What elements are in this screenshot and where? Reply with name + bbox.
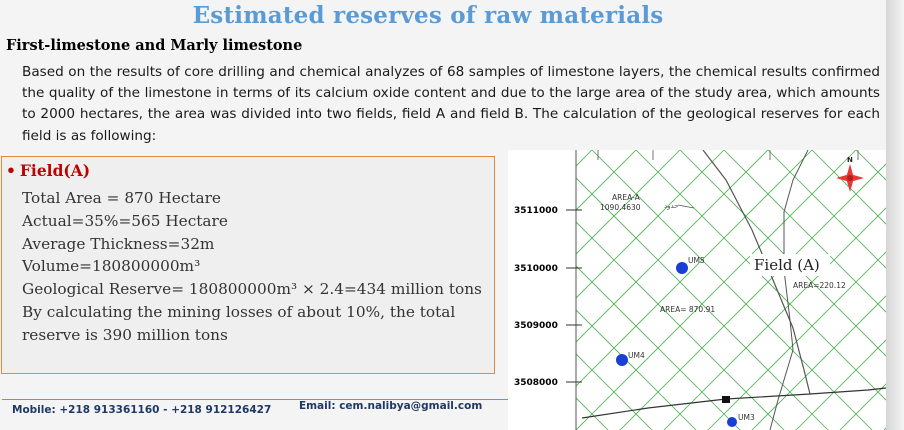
field-a-details: [22, 187, 492, 347]
actual-area-line: Actual=35%=565 Hectare: [22, 211, 228, 230]
point-um5: [676, 262, 688, 274]
section-subtitle: First-limestone and Marly limestone: [6, 37, 303, 54]
footer-email: Email: cem.nalibya@gmail.com: [298, 400, 483, 412]
y-label-3508000: 3508000: [514, 378, 558, 388]
footer: [12, 400, 483, 416]
area-a-value: 1090.4630: [600, 203, 641, 212]
marker-square: [722, 396, 730, 403]
area-a-note: حدود: [664, 202, 679, 210]
point-um3: [727, 417, 737, 427]
field-a-title: Field(A): [19, 161, 91, 180]
north-label: N: [847, 156, 853, 164]
total-area-line: Total Area = 870 Hectare: [22, 189, 221, 207]
slide-edge-shadow: [886, 0, 904, 430]
field-a-heading: [6, 161, 90, 180]
y-label-3509000: 3509000: [514, 321, 558, 331]
point-um3-label: UM3: [738, 413, 755, 422]
intro-paragraph: Based on the results of core drilling and chemical analyzes of 68 samples of limestone layers, the chemical results confirmed the quality of the limestone in terms of its calcium oxide content and due to the large area of the study area, which amounts to 2000 hectares, the area was divided into two fields, field A and field B. The calculation of the geological reserves for each field is as following:: [22, 64, 880, 144]
volume-line: Volume=180800000m³: [22, 257, 201, 276]
y-label-3511000: 3511000: [514, 206, 558, 216]
area-mid-label: AREA= 870.91: [660, 305, 716, 314]
map-svg: [508, 150, 886, 430]
point-um5-label: UM5: [688, 256, 705, 265]
field-a-map-label: Field (A): [754, 256, 820, 274]
point-um4-label: UM4: [628, 351, 645, 360]
geological-reserve-line: Geological Reserve= 180800000m³ × 2.4=434 million tons: [22, 280, 482, 299]
map-background: [508, 150, 886, 430]
area-right-label: AREA=220.12: [793, 281, 846, 290]
point-um4: [616, 354, 628, 366]
y-label-3510000: 3510000: [514, 264, 558, 274]
page-title: Estimated reserves of raw materials: [192, 2, 664, 29]
bullet-icon: •: [6, 161, 16, 180]
field-map: [508, 150, 886, 430]
total-reserve-line: By calculating the mining losses of about 10%, the total reserve is 390 million tons: [22, 302, 456, 344]
average-thickness-line: Average Thickness=32m: [22, 234, 215, 253]
field-a-box: [1, 156, 495, 374]
footer-mobile: Mobile: +218 913361160 - +218 912126427: [12, 404, 272, 416]
area-a-title: AREA-A: [612, 193, 640, 202]
